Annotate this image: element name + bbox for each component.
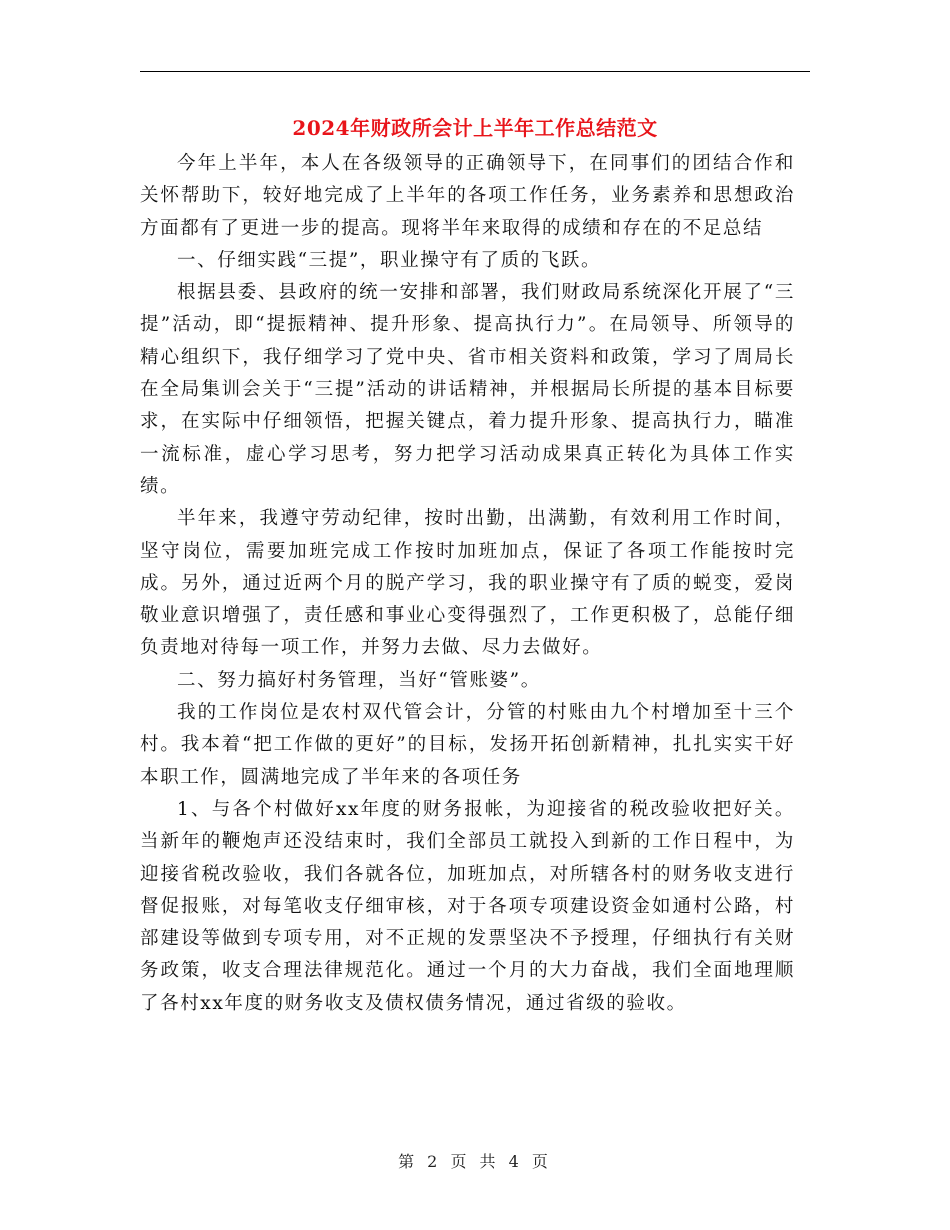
paragraph-section-1-a: 根据县委、县政府的统一安排和部署，我们财政局系统深化开展了“三提”活动，即“提振精神、提升形象、提高执行力”。在局领导、所领导的精心组织下，我仔细学习了党中央、省市相关资料和政策，学习了周局长在全局集训会关于“三提”活动的讲话精神，并根据局长所提的基本目标要求，在实际中仔细领悟，把握关键点，着力提升形象、提高执行力，瞄准一流标准，虚心学习思考，努力把学习活动成果真正转化为具体工作实绩。 — [140, 282, 795, 497]
section-heading-1: 一、仔细实践“三提”，职业操守有了质的飞跃。 — [177, 249, 602, 271]
document-body — [140, 148, 795, 1020]
paragraph-section-1-b: 半年来，我遵守劳动纪律，按时出勤，出满勤，有效利用工作时间，坚守岗位，需要加班完成工作按时加班加点，保证了各项工作能按时完成。另外，通过近两个月的脱产学习，我的职业操守有了质的蜕变，爱岗敬业意识增强了，责任感和事业心变得强烈了，工作更积极了，总能仔细负责地对待每一项工作，并努力去做、尽力去做好。 — [140, 508, 795, 659]
header-rule — [140, 71, 810, 72]
page-number-footer: 第 2 页 共 4 页 — [398, 1152, 552, 1171]
paragraph-section-2-item-1: 1、与各个村做好xx年度的财务报帐，为迎接省的税改验收把好关。当新年的鞭炮声还没结束时，我们全部员工就投入到新的工作日程中，为迎接省税改验收，我们各就各位，加班加点，对所辖各村的财务收支进行督促报账，对每笔收支仔细审核，对于各项专项建设资金如通村公路，村部建设等做到专项专用，对不正规的发票坚决不予授理，仔细执行有关财务政策，收支合理法律规范化。通过一个月的大力奋战，我们全面地理顺了各村xx年度的财务收支及债权债务情况，通过省级的验收。 — [140, 798, 795, 1014]
paragraph-section-2-a: 我的工作岗位是农村双代管会计，分管的村账由九个村增加至十三个村。我本着“把工作做的更好”的目标，发扬开拓创新精神，扎扎实实干好本职工作，圆满地完成了半年来的各项任务 — [140, 702, 795, 788]
document-title: 2024年财政所会计上半年工作总结范文 — [292, 116, 658, 140]
section-heading-2: 二、努力搞好村务管理，当好“管账婆”。 — [177, 669, 541, 691]
paragraph-intro: 今年上半年，本人在各级领导的正确领导下，在同事们的团结合作和关怀帮助下，较好地完成了上半年的各项工作任务，业务素养和思想政治方面都有了更进一步的提高。现将半年来取得的成绩和存在的不足总结 — [140, 153, 795, 239]
